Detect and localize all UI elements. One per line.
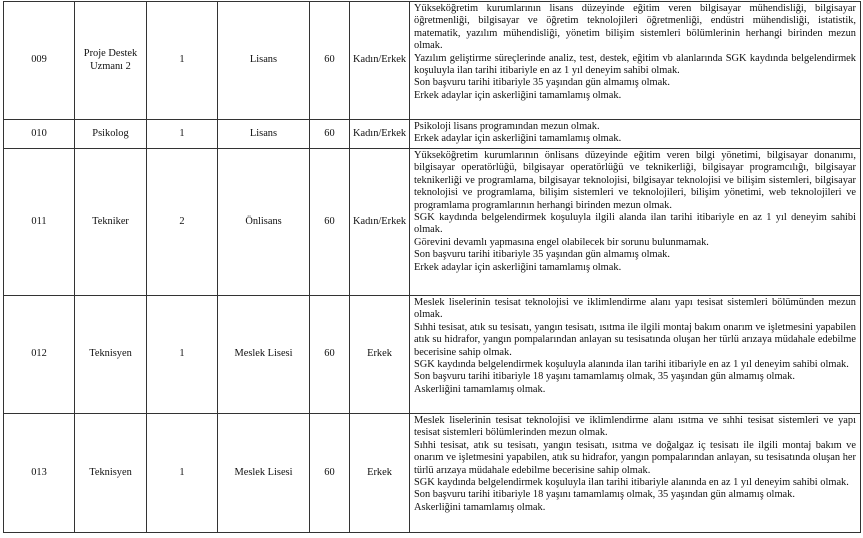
requirements-cell <box>410 414 861 533</box>
position-code: 010 <box>4 120 75 149</box>
requirement-text: Erkek adaylar için askerliğini tamamlamış olmak. <box>414 89 622 101</box>
position-count: 1 <box>147 296 218 414</box>
score: 60 <box>310 149 350 296</box>
score: 60 <box>310 2 350 120</box>
table-row <box>4 149 861 296</box>
requirement-text: Psikoloji lisans programından mezun olmak. <box>414 121 600 132</box>
requirement-text: Askerliğini tamamlamış olmak. <box>414 501 546 513</box>
position-code: 013 <box>4 414 75 533</box>
requirement-text: Yazılım geliştirme süreçlerinde analiz, test, destek, eğitim vb alanlarında SGK kaydında belgelendirmek koşuluyla ilan tarihi itibariyle en az 1 yıl deneyim sahibi olmak. <box>414 52 856 77</box>
table-row <box>4 296 861 414</box>
requirements-cell <box>410 149 861 296</box>
requirement-text: Son başvuru tarihi itibariyle 35 yaşından gün almamış olmak. <box>414 249 670 261</box>
requirements-cell <box>410 296 861 414</box>
position-title <box>75 2 147 120</box>
education-level: Lisans <box>218 120 310 149</box>
score: 60 <box>310 414 350 533</box>
position-title <box>75 149 147 296</box>
position-code: 012 <box>4 296 75 414</box>
requirement-text: Askerliğini tamamlamış olmak. <box>414 383 546 395</box>
education-level: Önlisans <box>218 149 310 296</box>
requirement-text: Sıhhi tesisat, atık su tesisatı, yangın tesisatı, ısıtma ile ilgili montaj bakım onarım ve işletmesini yapabilen atık su hidrafor, yangın pompalarından anlayan su tesisatında oluşan her türlü arızaya müdahale edebilme becerisine sahip olmak. <box>414 321 856 358</box>
gender: Erkek <box>350 296 410 414</box>
requirement-text: Son başvuru tarihi itibariyle 35 yaşından gün almamış olmak. <box>414 77 670 89</box>
position-count: 2 <box>147 149 218 296</box>
gender: Kadın/Erkek <box>350 149 410 296</box>
requirement-text: Yükseköğretim kurumlarının lisans düzeyinde eğitim veren bilgisayar mühendisliği, bilgisayar öğretmenliği, bilgisayar ve öğretim teknolojileri öğretmenliği, endüstri mühendisliği, istatistik, matematik, yazılım mühendisliği, yönetim bilişim sistemleri bölümlerinin herhangi birinden mezun olmak. <box>414 3 856 52</box>
gender: Kadın/Erkek <box>350 120 410 149</box>
requirement-text: SGK kaydında belgelendirmek koşuluyla ilan tarihi itibariyle alanında en az 1 yıl deneyim sahibi olmak. <box>414 477 849 489</box>
position-count: 1 <box>147 414 218 533</box>
position-title-line: Proje Destek <box>83 48 138 60</box>
position-title-line: Teknisyen <box>89 466 132 478</box>
education-level: Meslek Lisesi <box>218 414 310 533</box>
requirement-text: Meslek liselerinin tesisat teknolojisi ve iklimlendirme alanı ısıtma ve sıhhi tesisat sistemleri ve yapı tesisat sistemleri bölümlerinden mezun olmak. <box>414 415 856 439</box>
position-count: 1 <box>147 2 218 120</box>
requirement-text: Erkek adaylar için askerliğini tamamlamış olmak. <box>414 133 622 145</box>
requirement-text: Son başvuru tarihi itibariyle 18 yaşını tamamlamış olmak, 35 yaşından gün almamış olmak. <box>414 489 795 501</box>
requirement-text: Sıhhi tesisat, atık su tesisatı, yangın tesisatı, ısıtma ve doğalgaz iç tesisatı ile ilgili montaj bakım ve onarım ve işletmesini yapabilen, atık su hidrafor, yangın pompalarından anlayan, su tesisatında oluşan her türlü arızaya müdahale edebilme becerisine sahip olmak. <box>414 439 856 476</box>
job-requirements-table <box>3 1 861 533</box>
position-code: 009 <box>4 2 75 120</box>
position-title-line: Uzmanı 2 <box>90 60 131 72</box>
table-row <box>4 2 861 120</box>
position-title <box>75 296 147 414</box>
position-title <box>75 120 147 149</box>
requirement-text: Meslek liselerinin tesisat teknolojisi ve iklimlendirme alanı yapı tesisat sistemleri bölümünden mezun olmak. <box>414 297 856 321</box>
position-title <box>75 414 147 533</box>
requirements-cell <box>410 120 861 149</box>
table-row <box>4 414 861 533</box>
position-count: 1 <box>147 120 218 149</box>
education-level: Meslek Lisesi <box>218 296 310 414</box>
score: 60 <box>310 120 350 149</box>
position-title-line: Teknisyen <box>89 348 132 360</box>
requirements-cell <box>410 2 861 120</box>
score: 60 <box>310 296 350 414</box>
gender: Kadın/Erkek <box>350 2 410 120</box>
requirement-text: SGK kaydında belgelendirmek koşuluyla alanında ilan tarihi itibariyle en az 1 yıl deneyim sahibi olmak. <box>414 359 849 371</box>
education-level: Lisans <box>218 2 310 120</box>
requirement-text: Yükseköğretim kurumlarının önlisans düzeyinde eğitim veren bilgi yönetimi, bilgisayar donanımı, bilgisayar operatörlüğü, bilgisayar operatörlüğü ve teknikerliği, bilgisayar programcılığı, bilgisayar teknikerliği ve programlama, bilgisayar teknolojisi, bilgisayar teknolojisi ve bilişim sistemleri, bilgisayar teknolojisi ve programlama, bilişim sistemleri ve teknolojileri, bilişim yönetimi, web teknolojileri ve programlama programlarının herhangi birinden mezun olmak. <box>414 150 856 211</box>
position-title-line: Tekniker <box>92 215 129 227</box>
gender: Erkek <box>350 414 410 533</box>
requirement-text: Erkek adaylar için askerliğini tamamlamış olmak. <box>414 261 622 273</box>
requirement-text: SGK kaydında belgelendirmek koşuluyla ilgili alanda ilan tarihi itibariyle en az 1 yıl deneyim sahibi olmak. <box>414 212 856 236</box>
position-code: 011 <box>4 149 75 296</box>
position-title-line: Psikolog <box>92 127 129 139</box>
requirement-text: Görevini devamlı yapmasına engel olabilecek bir sorunu bulunmamak. <box>414 236 709 248</box>
table-row <box>4 120 861 149</box>
requirement-text: Son başvuru tarihi itibariyle 18 yaşını tamamlamış olmak, 35 yaşından gün almamış olmak. <box>414 371 795 383</box>
